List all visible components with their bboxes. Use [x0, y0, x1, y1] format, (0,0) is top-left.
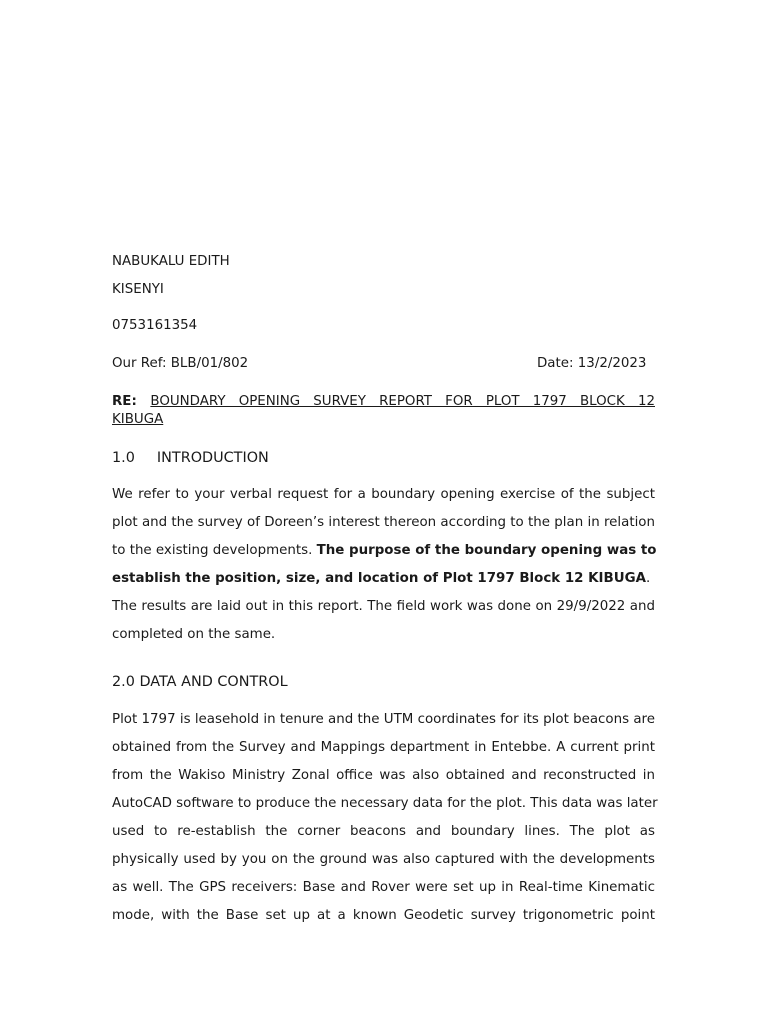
intro-line: We refer to your verbal request for a boundary opening exercise of the subject: [112, 487, 655, 502]
our-reference: Our Ref: BLB/01/802: [112, 356, 249, 371]
intro-purpose-bold: establish the position, size, and location of Plot 1797 Block 12 KIBUGA: [112, 571, 646, 586]
intro-line: [112, 543, 655, 558]
subject-prefix: RE:: [112, 394, 151, 409]
section-1-heading: [112, 450, 269, 466]
intro-text: to the existing developments.: [112, 543, 317, 558]
data-control-line: obtained from the Survey and Mappings department in Entebbe. A current print: [112, 740, 655, 755]
intro-line: completed on the same.: [112, 627, 276, 642]
section-1-number: 1.0: [112, 450, 135, 466]
recipient-location: KISENYI: [112, 282, 164, 297]
data-control-line: mode, with the Base set up at a known Geodetic survey trigonometric point: [112, 908, 655, 923]
subject-title-continued: KIBUGA: [112, 412, 164, 427]
subject-line: [112, 394, 655, 409]
section-1-title: INTRODUCTION: [156, 450, 269, 466]
data-control-line: as well. The GPS receivers: Base and Rover were set up in Real-time Kinematic: [112, 880, 655, 895]
data-control-line: from the Wakiso Ministry Zonal office was also obtained and reconstructed in: [112, 768, 655, 783]
data-control-line: physically used by you on the ground was also captured with the developments: [112, 852, 655, 867]
data-control-line: used to re-establish the corner beacons and boundary lines. The plot as: [112, 824, 655, 839]
recipient-phone: 0753161354: [112, 318, 198, 333]
intro-period: .: [645, 571, 651, 586]
data-control-line: Plot 1797 is leasehold in tenure and the UTM coordinates for its plot beacons are: [112, 712, 655, 727]
section-2-heading: 2.0 DATA AND CONTROL: [112, 674, 288, 690]
recipient-name: NABUKALU EDITH: [112, 254, 230, 269]
intro-line: [112, 571, 650, 586]
intro-purpose-bold: The purpose of the boundary opening was to: [316, 543, 657, 558]
subject-title: BOUNDARY OPENING SURVEY REPORT FOR PLOT 1797 BLOCK 12: [150, 394, 655, 409]
letter-date: Date: 13/2/2023: [537, 356, 647, 371]
intro-line: plot and the survey of Doreen’s interest thereon according to the plan in relation: [112, 515, 655, 530]
data-control-line: AutoCAD software to produce the necessary data for the plot. This data was later: [112, 796, 658, 811]
intro-line: The results are laid out in this report. The field work was done on 29/9/2022 and: [112, 599, 655, 614]
